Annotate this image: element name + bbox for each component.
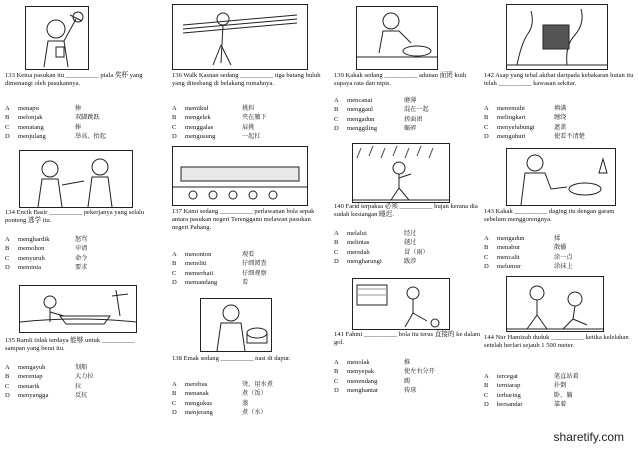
option-c[interactable]: C menyelubungi 遮盖: [484, 123, 567, 131]
option-a[interactable]: A menolak 推: [334, 358, 411, 366]
option-b[interactable]: B merentap 大力拉: [5, 373, 94, 381]
option-c[interactable]: C mengukus 蒸: [172, 399, 249, 407]
option-a[interactable]: A mencanai 磨薄: [334, 96, 417, 104]
option-d[interactable]: D menjulang 举高、抬起: [5, 133, 106, 141]
option-c[interactable]: C menendang 踢: [334, 377, 411, 385]
question-stem: 133 Ketua pasukan itu __________ piala 奖杯 yang dimenangi oleh pasukannya.: [5, 72, 143, 87]
option-a[interactable]: A mengayuh 划船: [5, 363, 88, 371]
option-a[interactable]: A tercegat 笔直站着: [484, 372, 579, 380]
illustration-140: [352, 143, 450, 203]
question-stem: 138 Emak sedang __________ nasi di dapur.: [172, 355, 291, 362]
option-c[interactable]: C memerhati 仔细观察: [172, 269, 267, 277]
illustration-139: [356, 6, 438, 70]
illustration-143: [506, 148, 616, 206]
illustration-135: [19, 285, 137, 333]
illustration-141: [352, 278, 450, 330]
option-d[interactable]: D menjerang 煮（水）: [172, 409, 267, 417]
option-d[interactable]: D bersandar 靠着: [484, 401, 567, 409]
illustration-142: [506, 4, 608, 70]
option-d[interactable]: D meminta 要求: [5, 264, 88, 272]
illustration-133: [25, 6, 89, 70]
option-c[interactable]: C menatang 捧: [5, 123, 82, 131]
option-b[interactable]: B mengelek 夹在腋下: [172, 114, 267, 122]
option-a[interactable]: A menghardik 怒骂: [5, 235, 88, 243]
options-list: [484, 372, 634, 410]
options-list: [172, 104, 322, 142]
options-list: [172, 380, 322, 418]
option-a[interactable]: A merebus 烫，用水煮: [172, 380, 273, 388]
illustration-138: [200, 298, 272, 352]
option-a[interactable]: A melalui 经过: [334, 229, 417, 237]
option-b[interactable]: B melintas 越过: [334, 239, 417, 247]
options-list: [334, 96, 484, 134]
question-stem: 142 Asap yang tebal akibat daripada kebakaran hutan itu telah __________ kawasan sekitar.: [484, 72, 634, 87]
option-a[interactable]: A mengadun 揉: [484, 234, 561, 242]
option-b[interactable]: B melingkari 缠绕: [484, 114, 567, 122]
option-d[interactable]: D mengusung 一起扛: [172, 133, 261, 141]
option-a[interactable]: A menemuhi 填满: [484, 104, 567, 112]
illustration-134: [19, 150, 133, 208]
question-stem: 143 Kakak __________ daging itu dengan garam sebelum menggorengnya.: [484, 208, 615, 223]
option-b[interactable]: B terniarap 扑倒: [484, 382, 567, 390]
option-c[interactable]: C menarik 拉: [5, 382, 82, 390]
option-b[interactable]: B menggaul 混在一起: [334, 106, 429, 114]
options-list: [484, 234, 634, 272]
question-stem: 139 Kakak sedang __________ adunan 面团 kuih supaya rata dan nipis.: [334, 72, 467, 87]
options-list: [5, 363, 155, 401]
options-list: [334, 358, 484, 396]
site-watermark: sharetify.com: [553, 430, 624, 444]
question-stem: 141 Fahmi __________ bola itu terus 直接的 ke dalam gol.: [334, 331, 481, 346]
option-d[interactable]: D melumur 涂抹上: [484, 263, 573, 271]
option-b[interactable]: B memohon 申请: [5, 245, 88, 253]
illustration-144: [506, 276, 604, 332]
option-c[interactable]: C terbaring 卧、躺: [484, 391, 573, 399]
option-d[interactable]: D memandang 看: [172, 279, 249, 287]
question-stem: 140 Farid terpaksa 必须 __________ hujan kerana dia sudah kesiangan 睡迟.: [334, 203, 478, 218]
option-c[interactable]: C menggalas 肩挑: [172, 123, 255, 131]
options-list: [334, 229, 484, 267]
option-a[interactable]: A menonton 观看: [172, 250, 255, 258]
question-stem: 137 Kami sedang __________ perlawanan bola sepak antara pasukan negeri Terengganu melawan pasukan negeri Pahang.: [172, 208, 315, 231]
options-list: [5, 235, 155, 273]
question-stem: 144 Nur Hamizah duduk __________ ketika kelelahan setelah berlari sejauh 1 500 meter.: [484, 334, 629, 349]
option-c[interactable]: C menyuruh 命令: [5, 254, 88, 262]
illustration-136: [172, 4, 308, 70]
options-list: [172, 250, 322, 288]
option-d[interactable]: D mengharungi 跋涉: [334, 258, 417, 266]
option-b[interactable]: B menyepak 使左右分开: [334, 368, 435, 376]
option-a[interactable]: A menapu 捧: [5, 104, 82, 112]
option-c[interactable]: C meredah 冒（雨）: [334, 248, 429, 256]
question-stem: 135 Ramli tidak terdaya 能够 untuk __________ sampan yang berat itu.: [5, 337, 135, 352]
option-d[interactable]: D menyangga 反抗: [5, 392, 88, 400]
option-b[interactable]: B menanak 煮（饭）: [172, 390, 267, 398]
options-list: [484, 104, 634, 142]
option-d[interactable]: D menguburi 使看不清楚: [484, 133, 585, 141]
option-c[interactable]: C mencalit 涂一点: [484, 253, 573, 261]
option-d[interactable]: D menghantar 传球: [334, 387, 417, 395]
options-list: [5, 104, 155, 142]
option-b[interactable]: B meneliti 仔细阅查: [172, 260, 267, 268]
option-b[interactable]: B melonjak 双脚跳跃: [5, 114, 100, 122]
option-d[interactable]: D menggiling 碾碎: [334, 125, 417, 133]
question-stem: 134 Encik Basir __________ pekerjanya yang selalu ponteng 逃学 itu.: [5, 209, 145, 224]
option-b[interactable]: B menabur 散播: [484, 244, 567, 252]
illustration-137: [172, 146, 308, 206]
option-a[interactable]: A memikul 挑担: [172, 104, 255, 112]
option-c[interactable]: C mengadun 搓面团: [334, 115, 423, 123]
question-stem: 136 Walk Kasnan sedang __________ tiga batang buluh yang diteebang di belakang rumahnya.: [172, 72, 321, 87]
